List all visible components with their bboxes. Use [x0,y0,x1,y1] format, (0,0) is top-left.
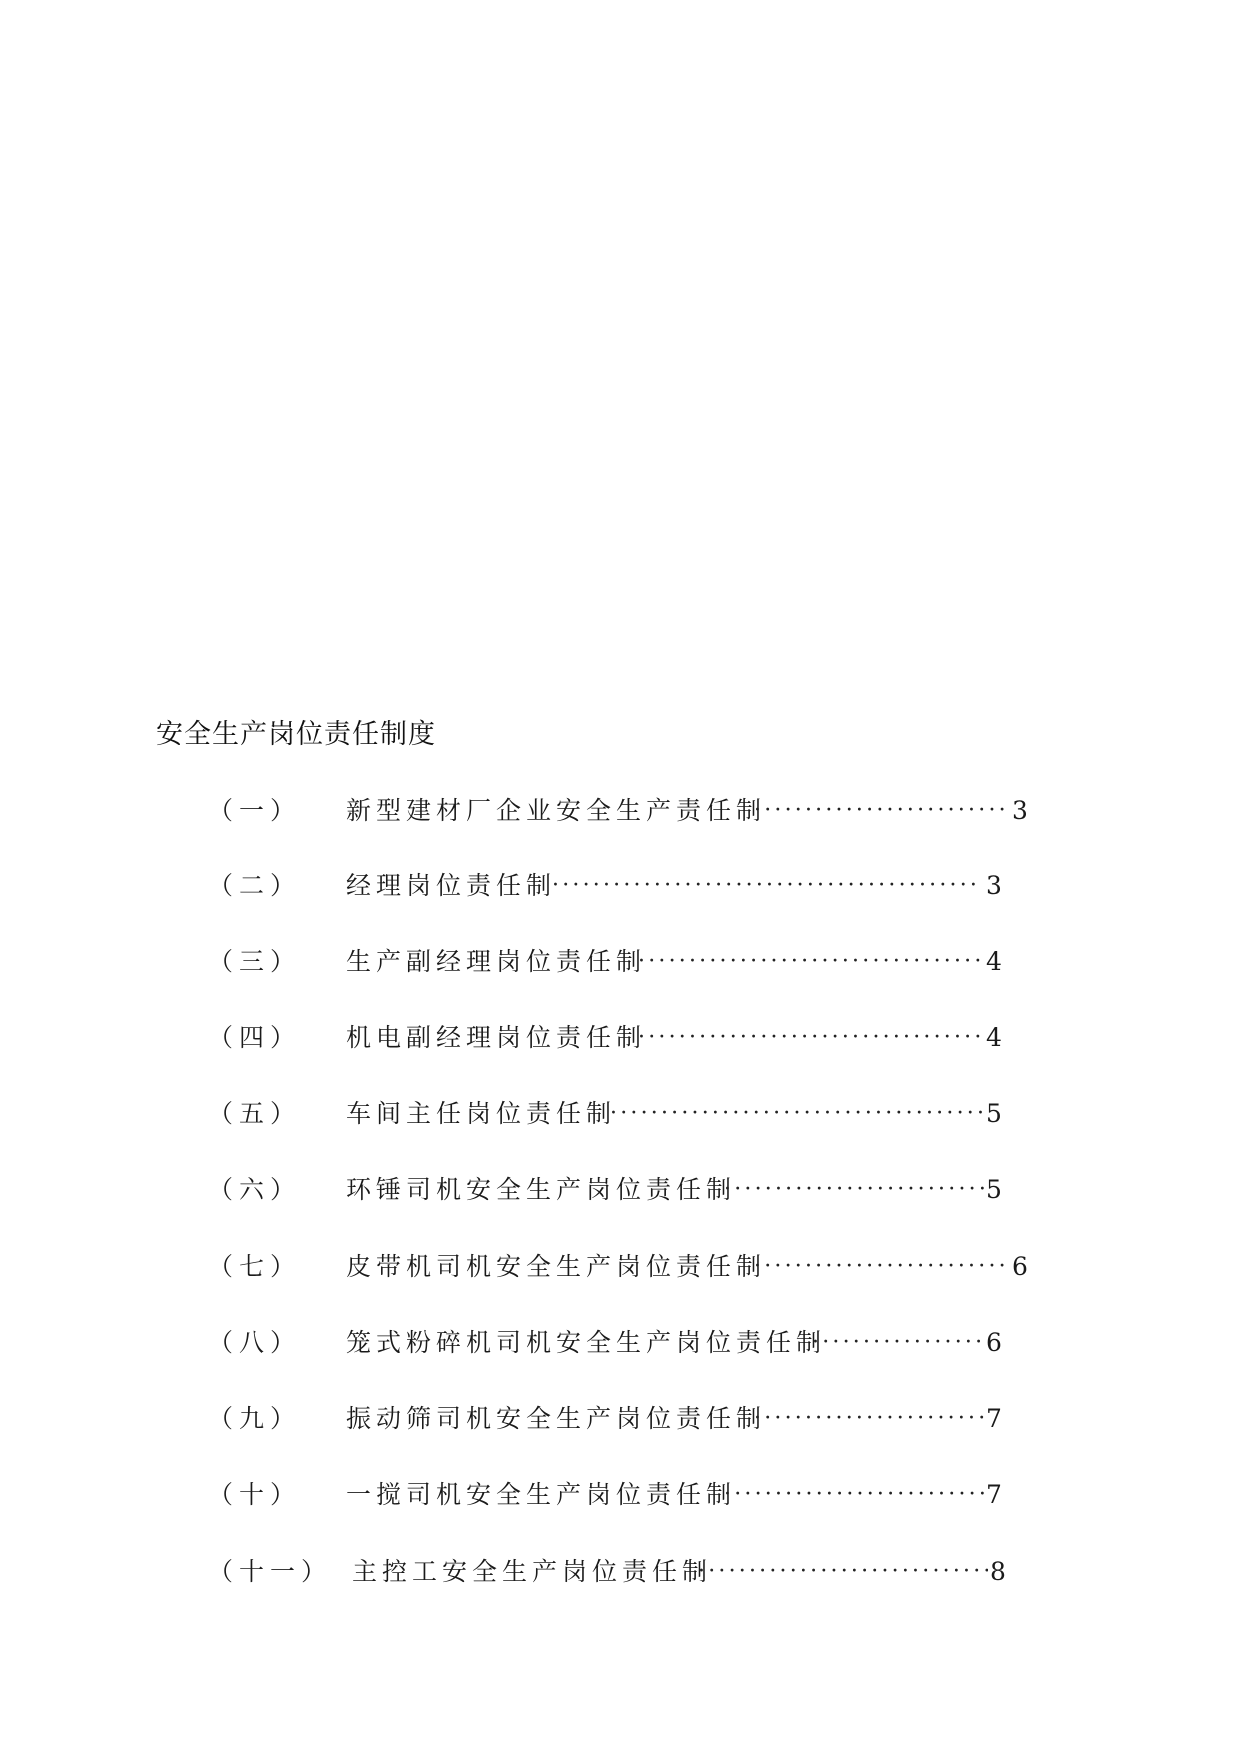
toc-entry[interactable] [0,1323,1241,1363]
toc-entry-label: 机电副经理岗位责任制 [346,1023,647,1052]
toc-entry-page: 3 [1012,796,1028,825]
toc-leader-dots [754,1247,1010,1287]
toc-entry-label: 笼式粉碎机司机安全生产岗位责任制 [346,1328,827,1357]
toc-entry-label: 经理岗位责任制 [346,871,557,900]
toc-entry-page: 6 [1012,1252,1028,1281]
toc-entry-label: 环锤司机安全生产岗位责任制 [346,1175,737,1204]
toc-leader-dots [610,1094,984,1134]
toc-entry-page: 6 [986,1328,1002,1357]
toc-entry-number: （十一） [208,1557,333,1586]
toc-entry[interactable] [0,1399,1241,1439]
toc-leader-dots [638,1018,984,1058]
toc-entry-label: 新型建材厂企业安全生产责任制 [346,796,767,825]
toc-leader-dots [812,1323,984,1363]
toc-entry-label: 振动筛司机安全生产岗位责任制 [346,1404,767,1433]
toc-entry[interactable] [0,942,1241,982]
toc-leader-dots [638,942,984,982]
toc-leader-dots [552,866,982,906]
toc-entry[interactable] [0,791,1241,831]
toc-entry[interactable] [0,1094,1241,1134]
toc-entry-number: （四） [208,1023,302,1052]
toc-entry[interactable] [0,1247,1241,1287]
toc-entry-label: 一搅司机安全生产岗位责任制 [346,1480,737,1509]
toc-leader-dots [724,1475,984,1515]
toc-leader-dots [754,791,1008,831]
page-title: 安全生产岗位责任制度 [156,719,436,750]
toc-entry-number: （六） [208,1175,302,1204]
toc-leader-dots [698,1552,988,1592]
toc-entry-label: 生产副经理岗位责任制 [346,947,647,976]
toc-entry-number: （九） [208,1404,302,1433]
toc-entry-number: （十） [208,1480,302,1509]
toc-entry-label: 车间主任岗位责任制 [346,1099,617,1128]
toc-entry-number: （八） [208,1328,302,1357]
toc-entry-page: 4 [986,947,1002,976]
toc-entry-page: 5 [986,1175,1002,1204]
toc-leader-dots [724,1170,984,1210]
toc-entry-page: 7 [986,1480,1002,1509]
toc-entry[interactable] [0,1552,1241,1592]
toc-entry-number: （五） [208,1099,302,1128]
toc-entry-page: 7 [986,1404,1002,1433]
toc-entry[interactable] [0,1475,1241,1515]
toc-entry[interactable] [0,1170,1241,1210]
toc-entry-page: 5 [986,1099,1002,1128]
toc-entry-page: 8 [990,1557,1006,1586]
toc-entry-number: （一） [208,796,302,825]
toc-entry-number: （二） [208,871,302,900]
toc-leader-dots [754,1399,984,1439]
toc-entry[interactable] [0,1018,1241,1058]
toc-entry-label: 主控工安全生产岗位责任制 [352,1557,713,1586]
toc-entry-page: 3 [986,871,1002,900]
toc-entry-number: （三） [208,947,302,976]
toc-entry-number: （七） [208,1252,302,1281]
toc-entry-label: 皮带机司机安全生产岗位责任制 [346,1252,767,1281]
toc-entry[interactable] [0,866,1241,906]
toc-entry-page: 4 [986,1023,1002,1052]
